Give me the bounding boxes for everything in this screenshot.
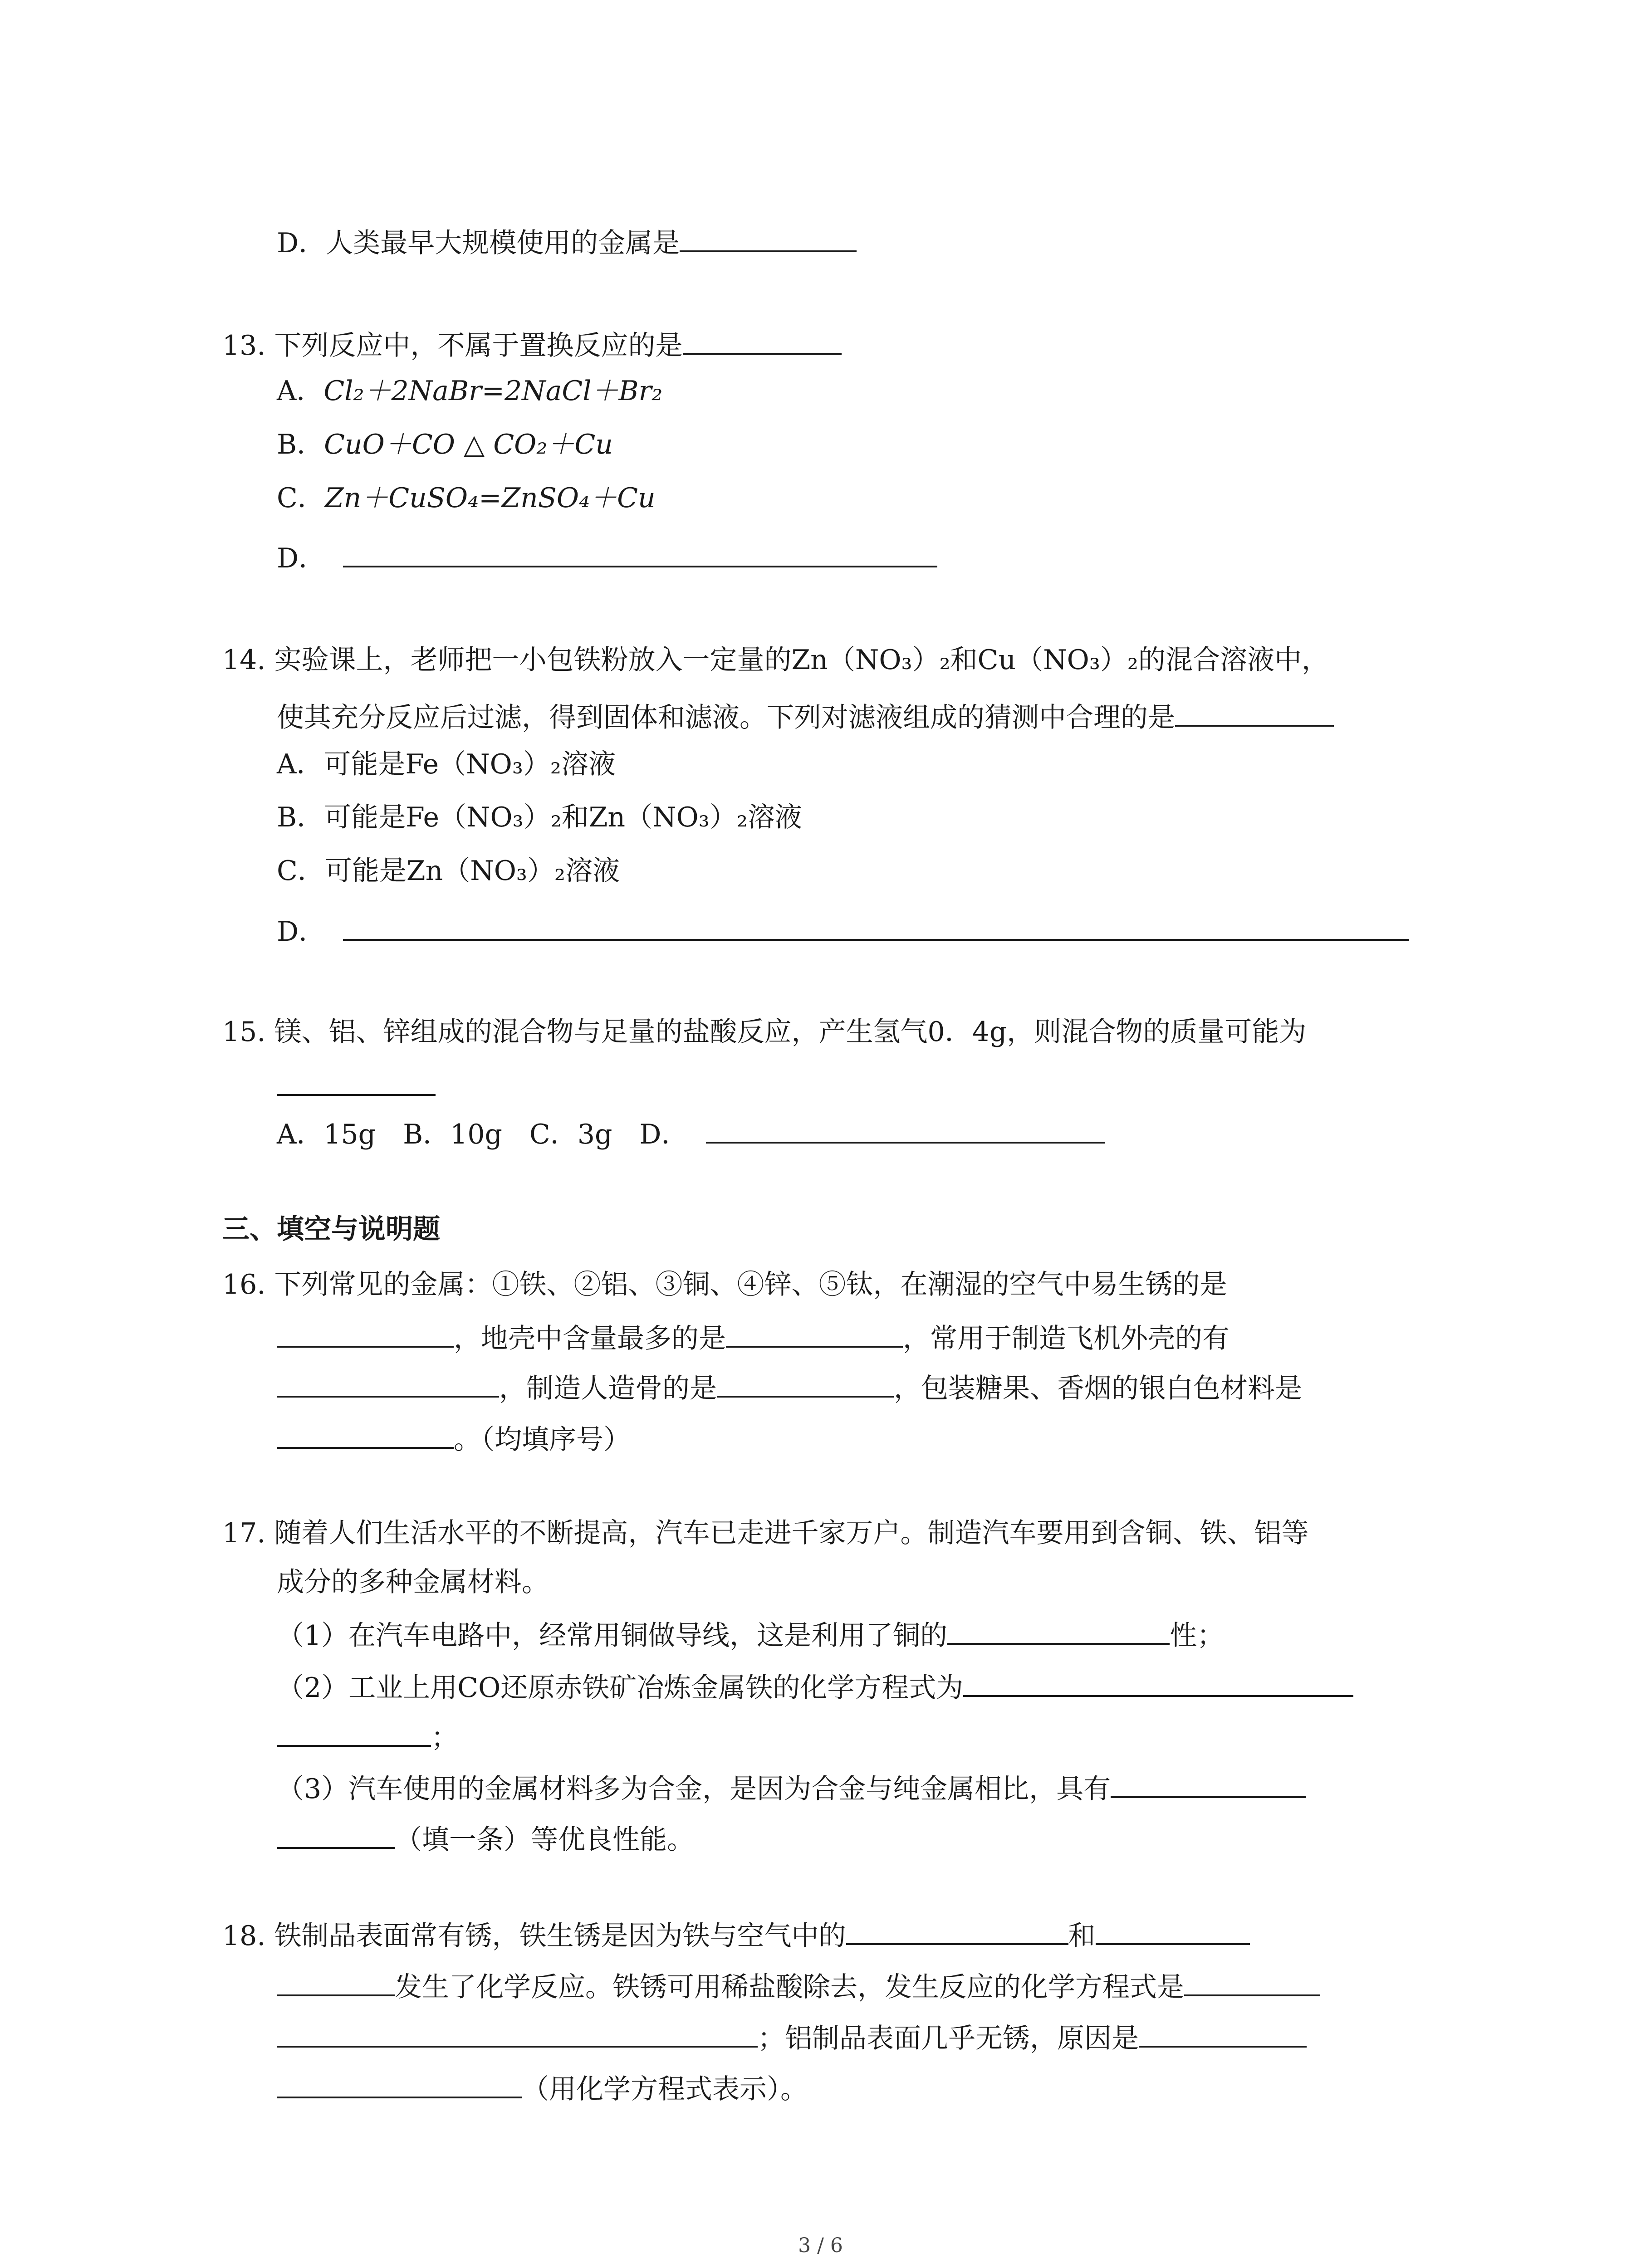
answer-blank[interactable] bbox=[1111, 1768, 1306, 1798]
answer-blank[interactable] bbox=[277, 2018, 758, 2048]
q14-stem-line2: 使其充分反应后过滤，得到固体和滤液。下列对滤液组成的猜测中合理的是 bbox=[277, 697, 1334, 736]
answer-blank[interactable] bbox=[1096, 1915, 1250, 1945]
answer-blank[interactable] bbox=[706, 1114, 1105, 1144]
q17-part3: （3）汽车使用的金属材料多为合金，是因为合金与纯金属相比，具有 bbox=[277, 1768, 1306, 1807]
answer-blank[interactable] bbox=[343, 538, 937, 567]
q18-line2: 发生了化学反应。铁锈可用稀盐酸除去，发生反应的化学方程式是 bbox=[277, 1966, 1320, 2005]
q17-part2-cont: ； bbox=[277, 1717, 458, 1756]
answer-blank[interactable] bbox=[683, 325, 842, 355]
answer-blank[interactable] bbox=[277, 1368, 499, 1398]
q17-part1: （1）在汽车电路中，经常用铜做导线，这是利用了铜的 性； bbox=[277, 1615, 1224, 1654]
q17-line1: 17. 随着人们生活水平的不断提高，汽车已走进千家万户。制造汽车要用到含铜、铁、铝等 bbox=[222, 1517, 1309, 1549]
q13-option-c: C．Zn＋CuSO₄=ZnSO₄＋Cu bbox=[277, 482, 656, 514]
answer-blank[interactable] bbox=[277, 1066, 436, 1096]
q16-line2: ，地壳中含量最多的是 ，常用于制造飞机外壳的有 bbox=[277, 1318, 1230, 1357]
q14-option-c: C．可能是Zn（NO₃）₂溶液 bbox=[277, 855, 620, 887]
answer-blank[interactable] bbox=[277, 1819, 395, 1849]
q13-option-d: D． bbox=[277, 538, 937, 577]
q16-line1: 16. 下列常见的金属：①铁、②铝、③铜、④锌、⑤钛，在潮湿的空气中易生锈的是 bbox=[222, 1269, 1227, 1300]
q15-blank-line bbox=[277, 1066, 436, 1105]
q13-stem: 13. 下列反应中，不属于置换反应的是 bbox=[222, 325, 842, 364]
q14-option-b: B．可能是Fe（NO₃）₂和Zn（NO₃）₂溶液 bbox=[277, 802, 802, 833]
answer-blank[interactable] bbox=[963, 1667, 1353, 1697]
q17-line2: 成分的多种金属材料。 bbox=[277, 1566, 549, 1598]
q15-stem: 15. 镁、铝、锌组成的混合物与足量的盐酸反应，产生氢气0．4g，则混合物的质量可能为 bbox=[222, 1016, 1307, 1048]
q18-line1: 18. 铁制品表面常有锈，铁生锈是因为铁与空气中的 和 bbox=[222, 1915, 1250, 1954]
answer-blank[interactable] bbox=[277, 1318, 454, 1348]
q14-option-d: D． bbox=[277, 911, 1409, 950]
answer-blank[interactable] bbox=[1175, 697, 1334, 727]
answer-blank[interactable] bbox=[277, 1419, 454, 1449]
answer-blank[interactable] bbox=[277, 2068, 522, 2098]
answer-blank[interactable] bbox=[1139, 2018, 1307, 2048]
answer-blank[interactable] bbox=[717, 1368, 894, 1398]
section-heading: 三、填空与说明题 bbox=[222, 1213, 440, 1245]
answer-blank[interactable] bbox=[947, 1615, 1170, 1645]
q14-option-a: A．可能是Fe（NO₃）₂溶液 bbox=[277, 748, 616, 780]
q16-line3: ，制造人造骨的是 ，包装糖果、香烟的银白色材料是 bbox=[277, 1368, 1302, 1407]
answer-blank[interactable] bbox=[277, 1717, 431, 1747]
q12-option-d: D．人类最早大规模使用的金属是 bbox=[277, 222, 857, 261]
answer-blank[interactable] bbox=[680, 222, 857, 252]
q14-stem-line1: 14. 实验课上，老师把一小包铁粉放入一定量的Zn（NO₃）₂和Cu（NO₃）₂的混合溶液中， bbox=[222, 644, 1329, 676]
answer-blank[interactable] bbox=[277, 1966, 395, 1996]
answer-blank[interactable] bbox=[1184, 1966, 1320, 1996]
q13-option-b: B．CuO＋CO △ CO₂＋Cu bbox=[277, 429, 613, 460]
q18-line4: （用化学方程式表示）。 bbox=[277, 2068, 808, 2107]
q17-part2: （2）工业上用CO还原赤铁矿冶炼金属铁的化学方程式为 bbox=[277, 1667, 1353, 1706]
q16-line4: 。（均填序号） bbox=[277, 1419, 631, 1458]
answer-blank[interactable] bbox=[343, 911, 1409, 941]
q17-part3-cont: （填一条）等优良性能。 bbox=[277, 1819, 694, 1858]
answer-blank[interactable] bbox=[846, 1915, 1068, 1945]
q18-line3: ；铝制品表面几乎无锈，原因是 bbox=[277, 2018, 1307, 2057]
q13-option-a: A．Cl₂＋2NaBr=2NaCl＋Br₂ bbox=[277, 375, 663, 407]
answer-blank[interactable] bbox=[726, 1318, 903, 1348]
page-number: 3 / 6 bbox=[798, 2234, 843, 2257]
q15-options: A．15g B．10g C．3g D． bbox=[277, 1114, 1105, 1153]
